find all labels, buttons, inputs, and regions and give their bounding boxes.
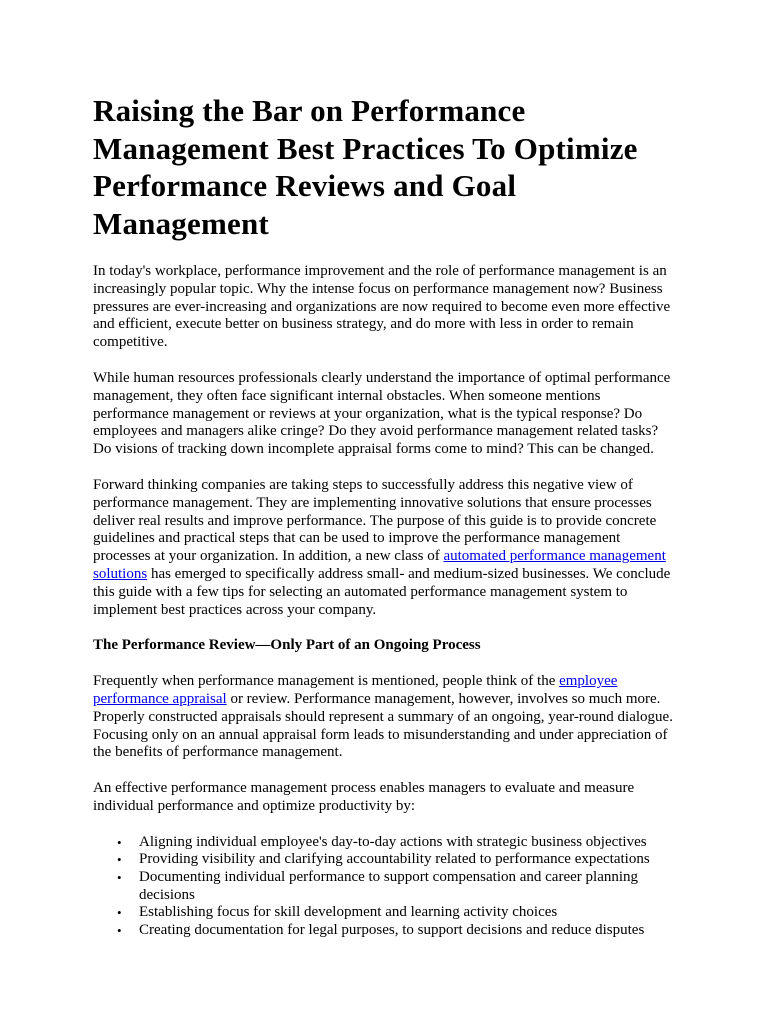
list-item-text: Creating documentation for legal purposes, to support decisions and reduce disputes bbox=[139, 921, 645, 938]
benefits-list bbox=[93, 834, 676, 940]
list-item-text: Aligning individual employee's day-to-day actions with strategic business objectives bbox=[139, 833, 647, 850]
paragraph-text: Forward thinking companies are taking steps to successfully address this negative view of performance management. They are implementing innovative solutions that ensure processes deliver real results and improve performance. The purpose of this guide is to provide concrete guidelines and practical steps that can be used to improve the performance management processes at your organization. In addition, a new class of bbox=[93, 476, 657, 565]
employee-performance-appraisal-link[interactable]: employee performance appraisal bbox=[93, 673, 618, 707]
section-heading: The Performance Review—Only Part of an Ongoing Process bbox=[93, 637, 481, 654]
document-title: Raising the Bar on Performance Management Best Practices To Optimize Performance Reviews and Goal Management bbox=[93, 93, 638, 241]
bullet-icon: • bbox=[117, 852, 122, 868]
automated-performance-management-link[interactable]: automated performance management solutions bbox=[93, 548, 666, 582]
paragraph-review bbox=[93, 673, 676, 762]
bullet-icon: • bbox=[117, 834, 122, 850]
paragraph-forward-thinking bbox=[93, 477, 676, 619]
list-item bbox=[117, 868, 676, 904]
list-item-text: Providing visibility and clarifying accountability related to performance expectations bbox=[139, 851, 650, 868]
bullet-icon: • bbox=[117, 922, 122, 938]
paragraph-obstacles: While human resources professionals clearly understand the importance of optimal performance management, they often face significant internal obstacles. When someone mentions performance management or reviews at your organization, what is the typical response? Do employees and managers alike cringe? Do they avoid performance management related tasks? Do visions of tracking down incomplete appraisal forms come to mind? This can be changed. bbox=[93, 369, 671, 458]
list-item bbox=[117, 833, 676, 852]
list-item-text: Establishing focus for skill development and learning activity choices bbox=[139, 904, 558, 921]
bullet-icon: • bbox=[117, 869, 122, 885]
list-item bbox=[117, 851, 676, 869]
list-item-text: Documenting individual performance to support compensation and career planning decisions bbox=[139, 868, 639, 903]
paragraph-intro: In today's workplace, performance improvement and the role of performance management is an increasingly popular topic. Why the intense focus on performance management now? Business pressures are ever-increasing and organizations are now required to become even more effective and efficient, execute better on business strategy, and do more with less in order to remain competitive. bbox=[93, 263, 671, 351]
bullet-icon: • bbox=[117, 905, 122, 921]
list-item bbox=[117, 921, 676, 940]
paragraph-effective-process: An effective performance management process enables managers to evaluate and measure individual performance and optimize productivity by: bbox=[93, 780, 635, 814]
paragraph-text: or review. Performance management, however, involves so much more. Properly constructed appraisals should represent a summary of an ongoing, year-round dialogue. Focusing only on an annual appraisal form leads to misunderstanding and under appreciation of the benefits of performance management. bbox=[93, 690, 673, 761]
list-item bbox=[117, 904, 676, 922]
paragraph-text: has emerged to specifically address small- and medium-sized businesses. We conclude this guide with a few tips for selecting an automated performance management system to implement best practices across your company. bbox=[93, 565, 671, 618]
paragraph-text: Frequently when performance management is mentioned, people think of the bbox=[93, 673, 560, 690]
